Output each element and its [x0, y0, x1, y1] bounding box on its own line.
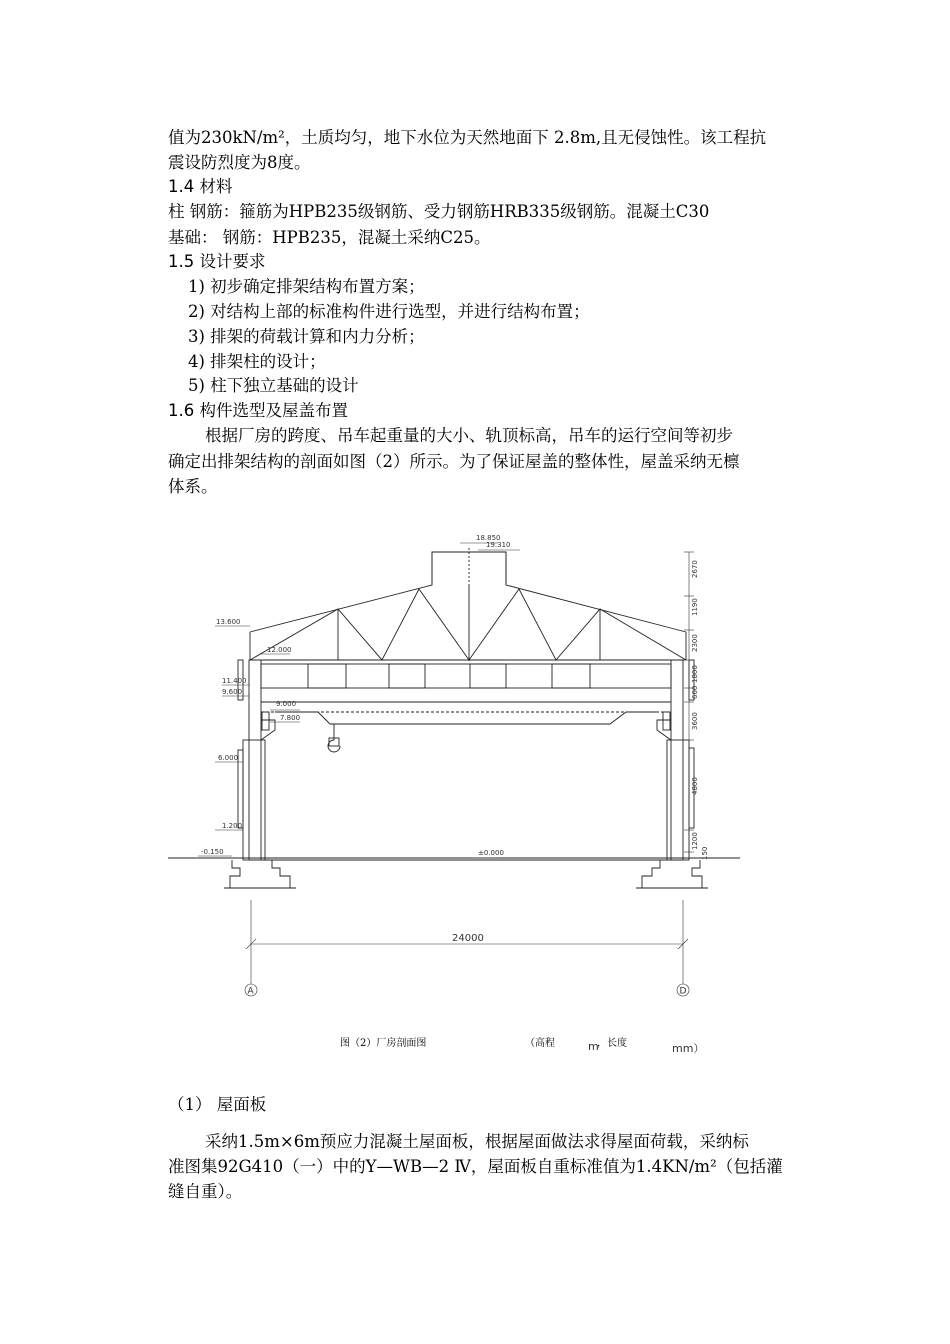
dim-label: 3600 [691, 712, 699, 730]
paragraph-soil-line2: 震设防烈度为8度。 [168, 153, 311, 172]
elev-label: -0.150 [201, 848, 224, 856]
elev-label: 19.310 [486, 541, 511, 549]
dim-label: 4800 [691, 777, 699, 795]
figure-caption-unit-mm: mm） [672, 1042, 705, 1055]
right-column-upper [671, 660, 683, 860]
right-foundation [642, 860, 702, 888]
heading-1-5-requirements: 1.5 设计要求 [168, 252, 266, 271]
dim-label: 1190 [691, 598, 699, 616]
roof-beam-band [261, 664, 671, 688]
roof-top-chord [250, 552, 686, 632]
requirement-item: 3) 排架的荷载计算和内力分析； [188, 327, 425, 346]
elev-label: 18.850 [476, 534, 501, 542]
heading-1-6-components: 1.6 构件选型及屋盖布置 [168, 401, 348, 420]
paragraph-roof-line2: 准图集92G410（一）中的Y—WB—2 Ⅳ，屋面板自重标准值为1.4KN/m²（包括灌 [168, 1157, 783, 1176]
dim-label: 600 [691, 685, 699, 699]
left-foundation [230, 860, 290, 888]
dim-label: 150 [701, 846, 709, 860]
truss-web [250, 585, 686, 660]
subheading-roof-panel: （1） 屋面板 [168, 1095, 267, 1114]
paragraph-section-line1: 根据厂房的跨度、吊车起重量的大小、轨顶标高，吊车的运行空间等初步 [205, 426, 733, 445]
elev-label: 7.800 [280, 714, 301, 722]
requirement-item: 4) 排架柱的设计； [188, 352, 326, 371]
figure-caption-open: （高程 [525, 1038, 555, 1049]
elev-label: 13.600 [216, 618, 241, 626]
paragraph-roof-line3: 缝自重）。 [168, 1182, 243, 1201]
crane-bridge [275, 712, 658, 724]
elev-label: 12.000 [267, 646, 292, 654]
elev-label: 9.600 [222, 688, 243, 696]
paragraph-soil-line1: 值为230kN/m²，土质均匀，地下水位为天然地面下 2.8m,且无侵蚀性。该工程抗 [168, 128, 767, 147]
heading-1-4-materials: 1.4 材料 [168, 177, 233, 196]
elev-label: 1.200 [222, 822, 243, 830]
figure-caption-mid: ，长度 [597, 1038, 627, 1049]
dim-label: 2670 [691, 560, 699, 578]
left-column-upper [249, 660, 261, 860]
figure-caption-unit-m: m [588, 1040, 599, 1053]
dim-label: 2300 [691, 634, 699, 652]
requirement-item: 1) 初步确定排架结构布置方案； [188, 277, 425, 296]
paragraph-roof-line1: 采纳1.5m×6m预应力混凝土屋面板，根据屋面做法求得屋面荷载，采纳标 [205, 1132, 749, 1151]
elev-label: 9.000 [276, 700, 297, 708]
paragraph-section-line3: 体系。 [168, 477, 218, 496]
dim-label: 1200 [691, 832, 699, 850]
figure-caption-title: 图（2）厂房剖面图 [340, 1038, 427, 1049]
elev-label: 6.000 [218, 754, 239, 762]
span-label: 24000 [452, 933, 484, 944]
requirement-item: 5) 柱下独立基础的设计 [188, 376, 359, 395]
elev-label: ±0.000 [478, 849, 504, 857]
requirement-item: 2) 对结构上部的标准构件进行选型，并进行结构布置； [188, 302, 590, 321]
elev-label: 11.400 [222, 677, 247, 685]
materials-foundation: 基础： 钢筋：HPB235，混凝土采纳C25。 [168, 228, 491, 247]
dim-label: 1800 [691, 665, 699, 683]
axis-label-a: A [247, 986, 254, 997]
materials-column: 柱 钢筋：箍筋为HPB235级钢筋、受力钢筋HRB335级钢筋。混凝土C30 [168, 202, 710, 221]
axis-label-d: D [679, 986, 687, 997]
factory-section-drawing [160, 520, 740, 1020]
right-column-lower [667, 740, 689, 860]
left-column-lower [243, 740, 265, 860]
paragraph-section-line2: 确定出排架结构的剖面如图（2）所示。为了保证屋盖的整体性，屋盖采纳无檩 [168, 452, 740, 471]
